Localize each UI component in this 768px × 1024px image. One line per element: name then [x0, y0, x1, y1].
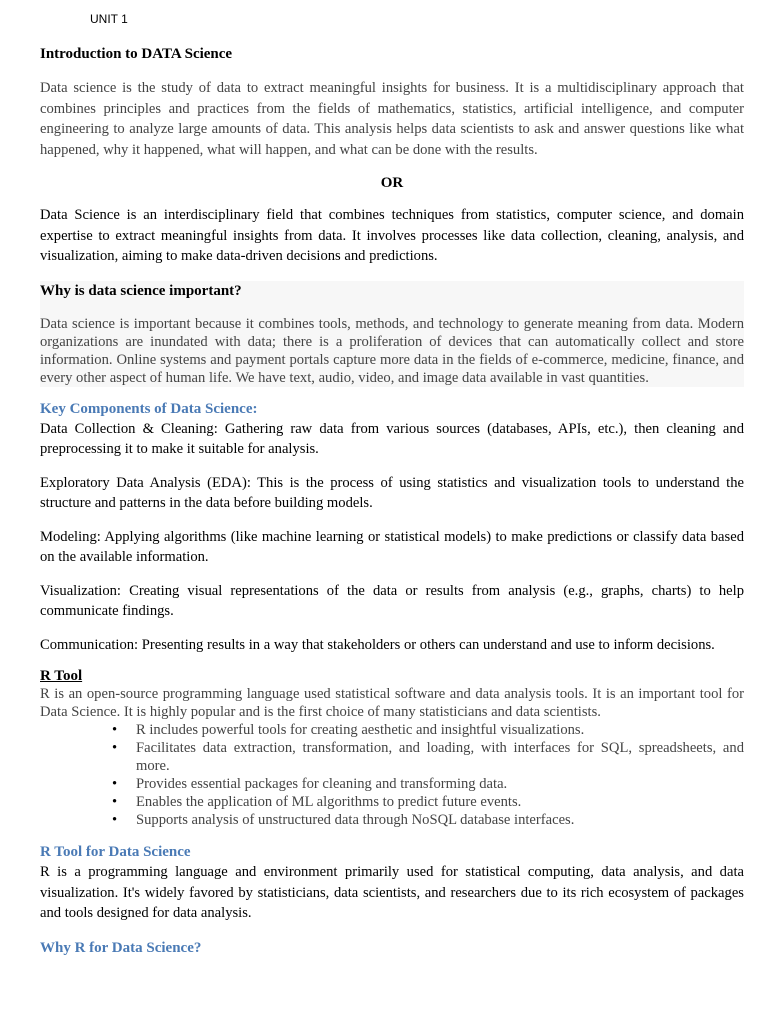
component-item: Communication: Presenting results in a way that stakeholders or others can understand and use to inform decisions.	[40, 636, 715, 653]
r-tool-bullet-list	[40, 721, 744, 829]
r-tool-paragraph: R is an open-source programming language used statistical software and data analysis tools. It is an important tool for Data Science. It is highly popular and is the first choice of many statisticians and data scientists.	[40, 686, 744, 720]
r-tool-ds-paragraph: R is a programming language and environment primarily used for statistical computing, data analysis, and data visualization. It's widely favored by statisticians, data scientists, and researchers due to its rich ecosystem of packages and tools designed for data analysis.	[40, 864, 744, 921]
or-divider: OR	[380, 175, 404, 191]
list-item: • Supports analysis of unstructured data through NoSQL database interfaces.	[40, 811, 744, 829]
why-important-heading: Why is data science important?	[40, 282, 242, 299]
intro-paragraph-1: Data science is the study of data to extract meaningful insights for business. It is a multidisciplinary approach that combines principles and practices from the fields of mathematics, statistics, artificial intelligence, and computer engineering to analyze large amounts of data. This analysis helps data scientists to ask and answer questions like what happened, why it happened, what will happen, and what can be done with the results.	[40, 80, 744, 158]
list-item: • Enables the application of ML algorithms to predict future events.	[40, 793, 744, 811]
r-tool-ds-heading: R Tool for Data Science	[40, 844, 191, 860]
intro-heading: Introduction to DATA Science	[40, 46, 233, 62]
component-item: Visualization: Creating visual representations of the data or results from analysis (e.g., graphs, charts) to help communicate findings.	[40, 582, 744, 619]
list-item: • R includes powerful tools for creating aesthetic and insightful visualizations.	[40, 721, 744, 739]
r-tool-heading: R Tool	[40, 668, 83, 684]
component-item: Data Collection & Cleaning: Gathering raw data from various sources (databases, APIs, etc.), then cleaning and preprocessing it to make it suitable for analysis.	[40, 420, 744, 457]
document-body	[40, 44, 744, 958]
page-header-unit: UNIT 1	[90, 12, 128, 26]
why-important-paragraph: Data science is important because it combines tools, methods, and technology to generate meaning from data. Modern organizations are inundated with data; there is a proliferation of devices that can automatically collect and store information. Online systems and payment portals capture more data in the fields of e-commerce, medicine, finance, and every other aspect of human life. We have text, audio, video, and image data available in vast quantities.	[40, 315, 744, 386]
intro-paragraph-2: Data Science is an interdisciplinary field that combines techniques from statistics, computer science, and domain expertise to extract meaningful insights from data. It involves processes like data collection, cleaning, analysis, and visualization, aiming to make data-driven decisions and predictions.	[40, 207, 744, 264]
component-item: Exploratory Data Analysis (EDA): This is the process of using statistics and visualization tools to understand the structure and patterns in the data before building models.	[40, 474, 744, 511]
list-item: • Provides essential packages for cleaning and transforming data.	[40, 775, 744, 793]
component-item: Modeling: Applying algorithms (like machine learning or statistical models) to make predictions or classify data based on the available information.	[40, 528, 744, 565]
components-heading: Key Components of Data Science:	[40, 400, 258, 417]
why-important-section	[40, 281, 744, 387]
why-r-heading: Why R for Data Science?	[40, 939, 202, 956]
list-item: • Facilitates data extraction, transformation, and loading, with interfaces for SQL, spreadsheets, and more.	[40, 739, 744, 775]
